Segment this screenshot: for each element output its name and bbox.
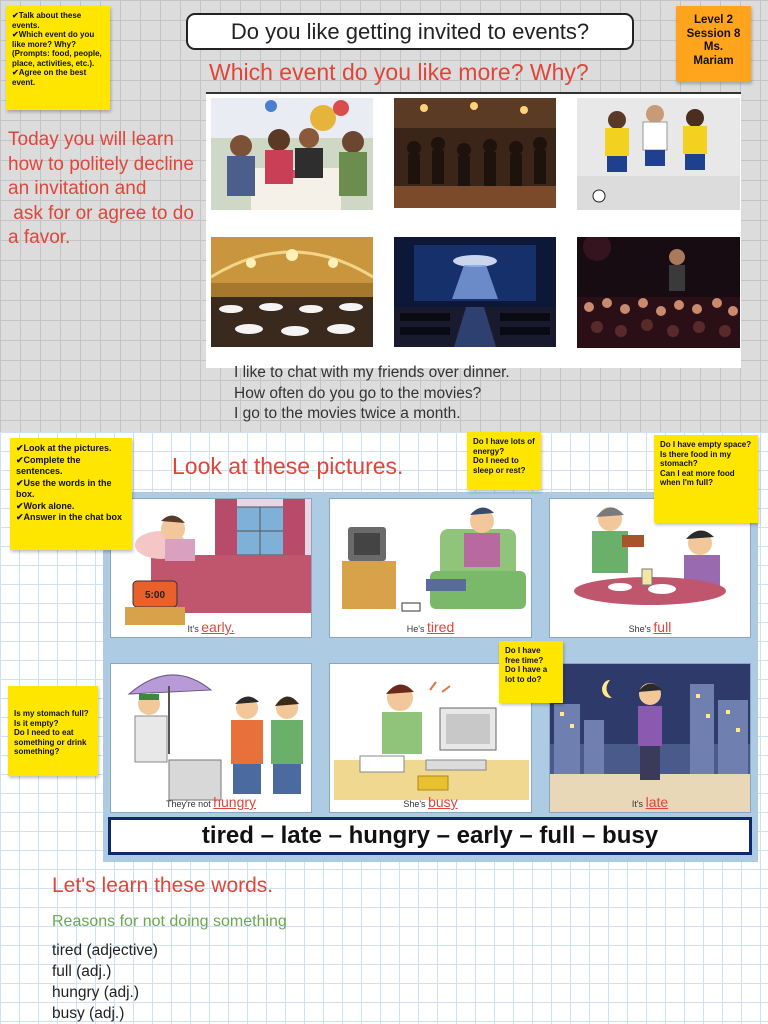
event-photo-grid [206, 92, 741, 368]
vocab-item: full (adj.) [52, 963, 112, 980]
vocabulary-heading: Let's learn these words. [52, 874, 274, 897]
vocabulary-list [52, 940, 158, 1024]
birthday-party-photo [211, 98, 373, 210]
example-sentences [234, 363, 510, 425]
instructions-sticky-note[interactable] [10, 438, 132, 550]
alarm-clock-time: 5:00 [144, 590, 166, 601]
note-line: ✔Agree on the best event. [12, 68, 87, 87]
picture-exercise-panel [103, 492, 758, 862]
caption-hungry [111, 794, 311, 810]
caption-early [111, 619, 311, 635]
note-line: Can I eat more food when I'm full? [660, 468, 735, 487]
note-line: Do I have lots of energy? [473, 437, 535, 456]
caption-full [550, 619, 750, 635]
answer-hungry[interactable]: hungry [213, 794, 257, 810]
caption-prefix: It's [631, 799, 644, 809]
picture-hungry [110, 663, 312, 813]
note-line: Is there food in my stomach? [660, 449, 732, 468]
vocabulary-subheading: Reasons for not doing something [52, 913, 287, 930]
banquet-hall-photo [211, 237, 373, 347]
slide-vocabulary [0, 432, 768, 1024]
sentence: I like to chat with my friends over dinner. [234, 364, 510, 381]
vocab-item: busy (adj.) [52, 1005, 125, 1022]
movie-theater-photo [394, 237, 556, 347]
answer-tired[interactable]: tired [427, 619, 455, 635]
caption-prefix: She's [403, 799, 426, 809]
caption-prefix: He's [406, 624, 425, 634]
caption-tired [330, 619, 531, 635]
vocab-item: tired (adjective) [52, 942, 158, 959]
note-line: Do I have a lot to do? [505, 665, 548, 684]
instructions-sticky-note[interactable] [6, 6, 110, 110]
note-line: ✔Answer in the chat box [16, 512, 123, 522]
caption-prefix: It's [187, 624, 199, 634]
caption-busy [330, 794, 531, 810]
answer-busy[interactable]: busy [428, 794, 458, 810]
vocab-item: hungry (adj.) [52, 984, 140, 1001]
note-line: ✔Talk about these events. [12, 11, 82, 30]
soccer-game-photo [577, 98, 740, 210]
dance-party-photo [394, 98, 556, 208]
level-label: Level 2 [694, 14, 733, 26]
teacher-name: Mariam [693, 54, 734, 67]
caption-late [550, 794, 750, 810]
note-line: Is it empty? [14, 718, 59, 728]
note-line: ✔Use the words in the box. [16, 477, 112, 499]
answer-full[interactable]: full [653, 619, 672, 635]
note-line: Do I have empty space? [660, 440, 752, 449]
session-label: Session 8 [686, 27, 741, 40]
page-title: Do you like getting invited to events? [186, 13, 634, 50]
sentence: I go to the movies twice a month. [234, 405, 461, 422]
discussion-question: Which event do you like more? Why? [209, 59, 589, 85]
caption-prefix: They're not [165, 799, 211, 809]
note-line: ✔Work alone. [16, 500, 75, 511]
answer-early[interactable]: early. [201, 619, 235, 635]
caption-prefix: She's [628, 624, 651, 634]
note-line: Is my stomach full? [14, 709, 89, 718]
lesson-objective: Today you will learn how to politely decline an invitation and ask for or agree to do a favor. [8, 129, 194, 248]
note-line: ✔Look at the pictures. [16, 443, 112, 453]
note-line: Do I need to sleep or rest? [473, 456, 526, 475]
picture-late [549, 663, 751, 813]
energy-question-note[interactable] [467, 432, 541, 490]
section-heading: Look at these pictures. [172, 453, 404, 479]
note-line: ✔Which event do you like more? Why? (Prompts: food, people, place, activities, etc.). [12, 30, 102, 68]
free-time-note[interactable] [499, 641, 563, 703]
teacher-title: Ms. [703, 41, 724, 53]
concert-photo [577, 237, 740, 348]
slide-events [0, 0, 768, 432]
note-line: Do I need to eat something or drink something? [14, 728, 87, 756]
answer-late[interactable]: late [645, 794, 669, 810]
picture-tired [329, 498, 532, 638]
note-line: Do I have free time? [505, 646, 544, 665]
hunger-question-note[interactable] [8, 686, 98, 776]
note-line: ✔Complete the sentences. [16, 454, 81, 476]
picture-early [110, 498, 312, 638]
sentence: How often do you go to the movies? [234, 384, 482, 402]
panel-top-rule [206, 92, 741, 94]
word-bank-box: tired – late – hungry – early – full – busy [108, 817, 752, 855]
stomach-space-note[interactable] [654, 435, 758, 523]
session-info-note[interactable] [676, 6, 751, 82]
